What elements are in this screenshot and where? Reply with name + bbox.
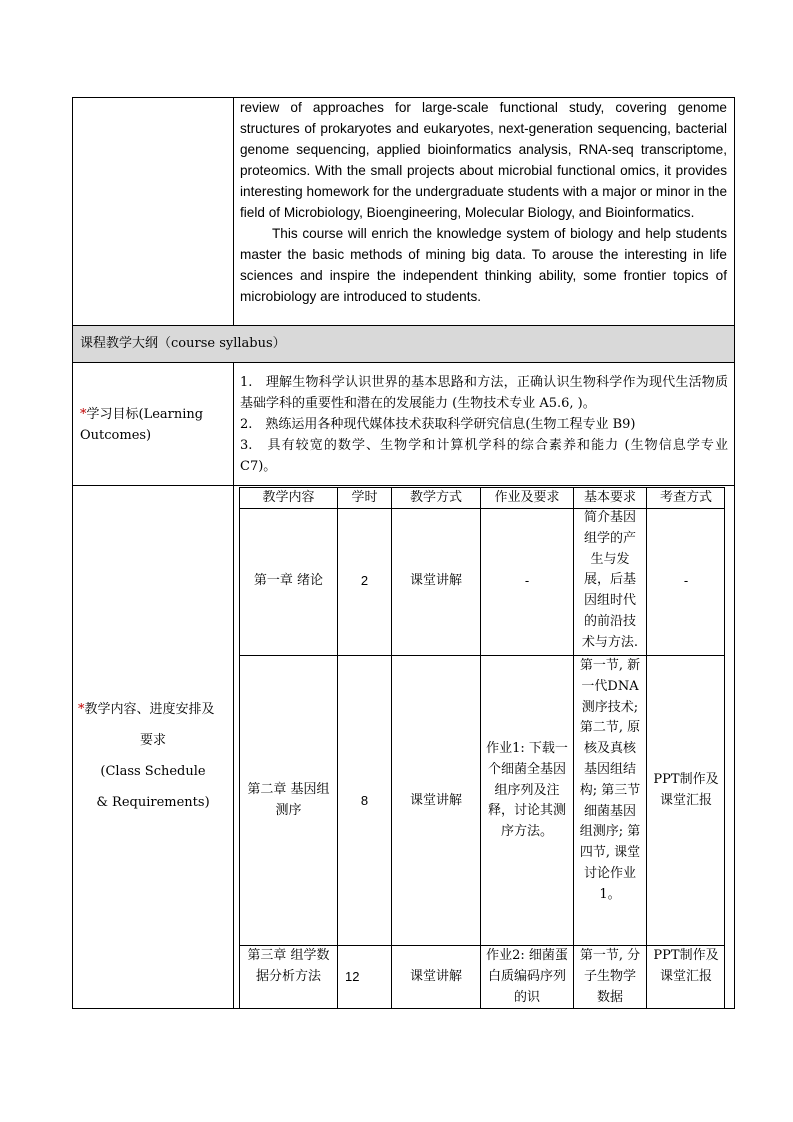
schedule-header-cell: 考查方式 bbox=[659, 490, 712, 505]
schedule-assessment: PPT制作及课堂汇报 bbox=[653, 772, 719, 808]
schedule-header-cell: 教学内容 bbox=[262, 490, 315, 505]
schedule-table bbox=[239, 487, 725, 1009]
schedule-col-divider bbox=[391, 487, 392, 1009]
schedule-content: 第一章 绪论 bbox=[253, 573, 324, 588]
schedule-col-divider bbox=[480, 487, 481, 1009]
required-asterisk: * bbox=[78, 702, 85, 717]
column-divider bbox=[233, 362, 234, 1009]
schedule-col-divider bbox=[573, 487, 574, 1009]
schedule-content: 第三章 组学数据分析方法 bbox=[247, 948, 330, 984]
schedule-method: 课堂讲解 bbox=[409, 969, 462, 984]
schedule-method: 课堂讲解 bbox=[409, 793, 462, 808]
outcome-item: 2. 熟练运用各种现代媒体技术获取科学研究信息(生物工程专业 B9) bbox=[240, 417, 636, 432]
row-divider bbox=[72, 362, 735, 363]
schedule-header-cell: 学时 bbox=[351, 490, 378, 505]
schedule-homework: 作业2: 细菌蛋白质编码序列的识 bbox=[486, 948, 568, 1005]
schedule-header-cell: 教学方式 bbox=[409, 490, 462, 505]
schedule-row-divider bbox=[239, 655, 725, 656]
schedule-col-divider bbox=[337, 487, 338, 1009]
learning-outcomes-label: *学习目标(Learning Outcomes) bbox=[80, 407, 204, 443]
description-paragraph-2: This course will enrich the knowledge system of biology and help students master the basic methods of mining big data. To arouse the interesting in life sciences and inspire the independent thinking ability, some frontier topics of microbiology are introduced to students. bbox=[240, 226, 727, 304]
schedule-basic-requirement: 第一节, 新一代DNA测序技术; 第二节, 原核及真核基因组结构; 第三节 细菌基因组测序; 第四节, 课堂讨论作业1。 bbox=[579, 658, 641, 902]
learning-outcomes-list bbox=[240, 372, 728, 477]
schedule-hours: 2 bbox=[360, 573, 369, 588]
schedule-label: *教学内容、进度安排及 要求 (Class Schedule & Requirements) bbox=[78, 702, 215, 810]
schedule-assessment: - bbox=[683, 573, 689, 588]
course-description bbox=[240, 97, 727, 307]
schedule-assessment: PPT制作及课堂汇报 bbox=[653, 948, 719, 984]
schedule-hours: 8 bbox=[360, 793, 369, 808]
outcome-item: 3. 具有较宽的数学、生物学和计算机学科的综合素养和能力 (生物信息学专业 C7)。 bbox=[240, 438, 728, 474]
outcome-item: 1. 理解生物科学认识世界的基本思路和方法，正确认识生物科学作为现代生活物质基础学科的重要性和潜在的发展能力 (生物技术专业 A5.6, )。 bbox=[240, 375, 728, 411]
row-divider bbox=[72, 485, 735, 486]
schedule-basic-requirement: 简介基因组学的产生与发展，后基因组时代的前沿技术与方法. bbox=[581, 510, 639, 650]
description-paragraph-1: review of approaches for large-scale functional study, covering genome structures of prokaryotes and eukaryotes, next-generation sequencing, bacterial genome sequencing, applied bioinformatics analysis, RNA-seq transcriptome, proteomics. With the small projects about microbial functional omics, it provides interesting homework for the undergraduate students with a major or minor in the field of Microbiology, Bioengineering, Molecular Biology, and Bioinformatics. bbox=[240, 100, 727, 220]
schedule-col-divider bbox=[646, 487, 647, 1009]
schedule-homework: - bbox=[524, 573, 530, 588]
schedule-method: 课堂讲解 bbox=[409, 573, 462, 588]
schedule-header-cell: 基本要求 bbox=[583, 490, 636, 505]
required-asterisk: * bbox=[80, 407, 87, 422]
column-divider bbox=[233, 97, 234, 325]
schedule-basic-requirement: 第一节, 分子生物学数据 bbox=[579, 948, 641, 1005]
schedule-header-cell: 作业及要求 bbox=[494, 490, 560, 505]
schedule-homework: 作业1: 下载一个细菌全基因组序列及注释，讨论其测序方法。 bbox=[486, 741, 568, 840]
syllabus-header: 课程教学大纲（course syllabus） bbox=[80, 336, 286, 351]
schedule-hours: 12 bbox=[345, 969, 360, 984]
schedule-content: 第二章 基因组测序 bbox=[247, 782, 330, 818]
